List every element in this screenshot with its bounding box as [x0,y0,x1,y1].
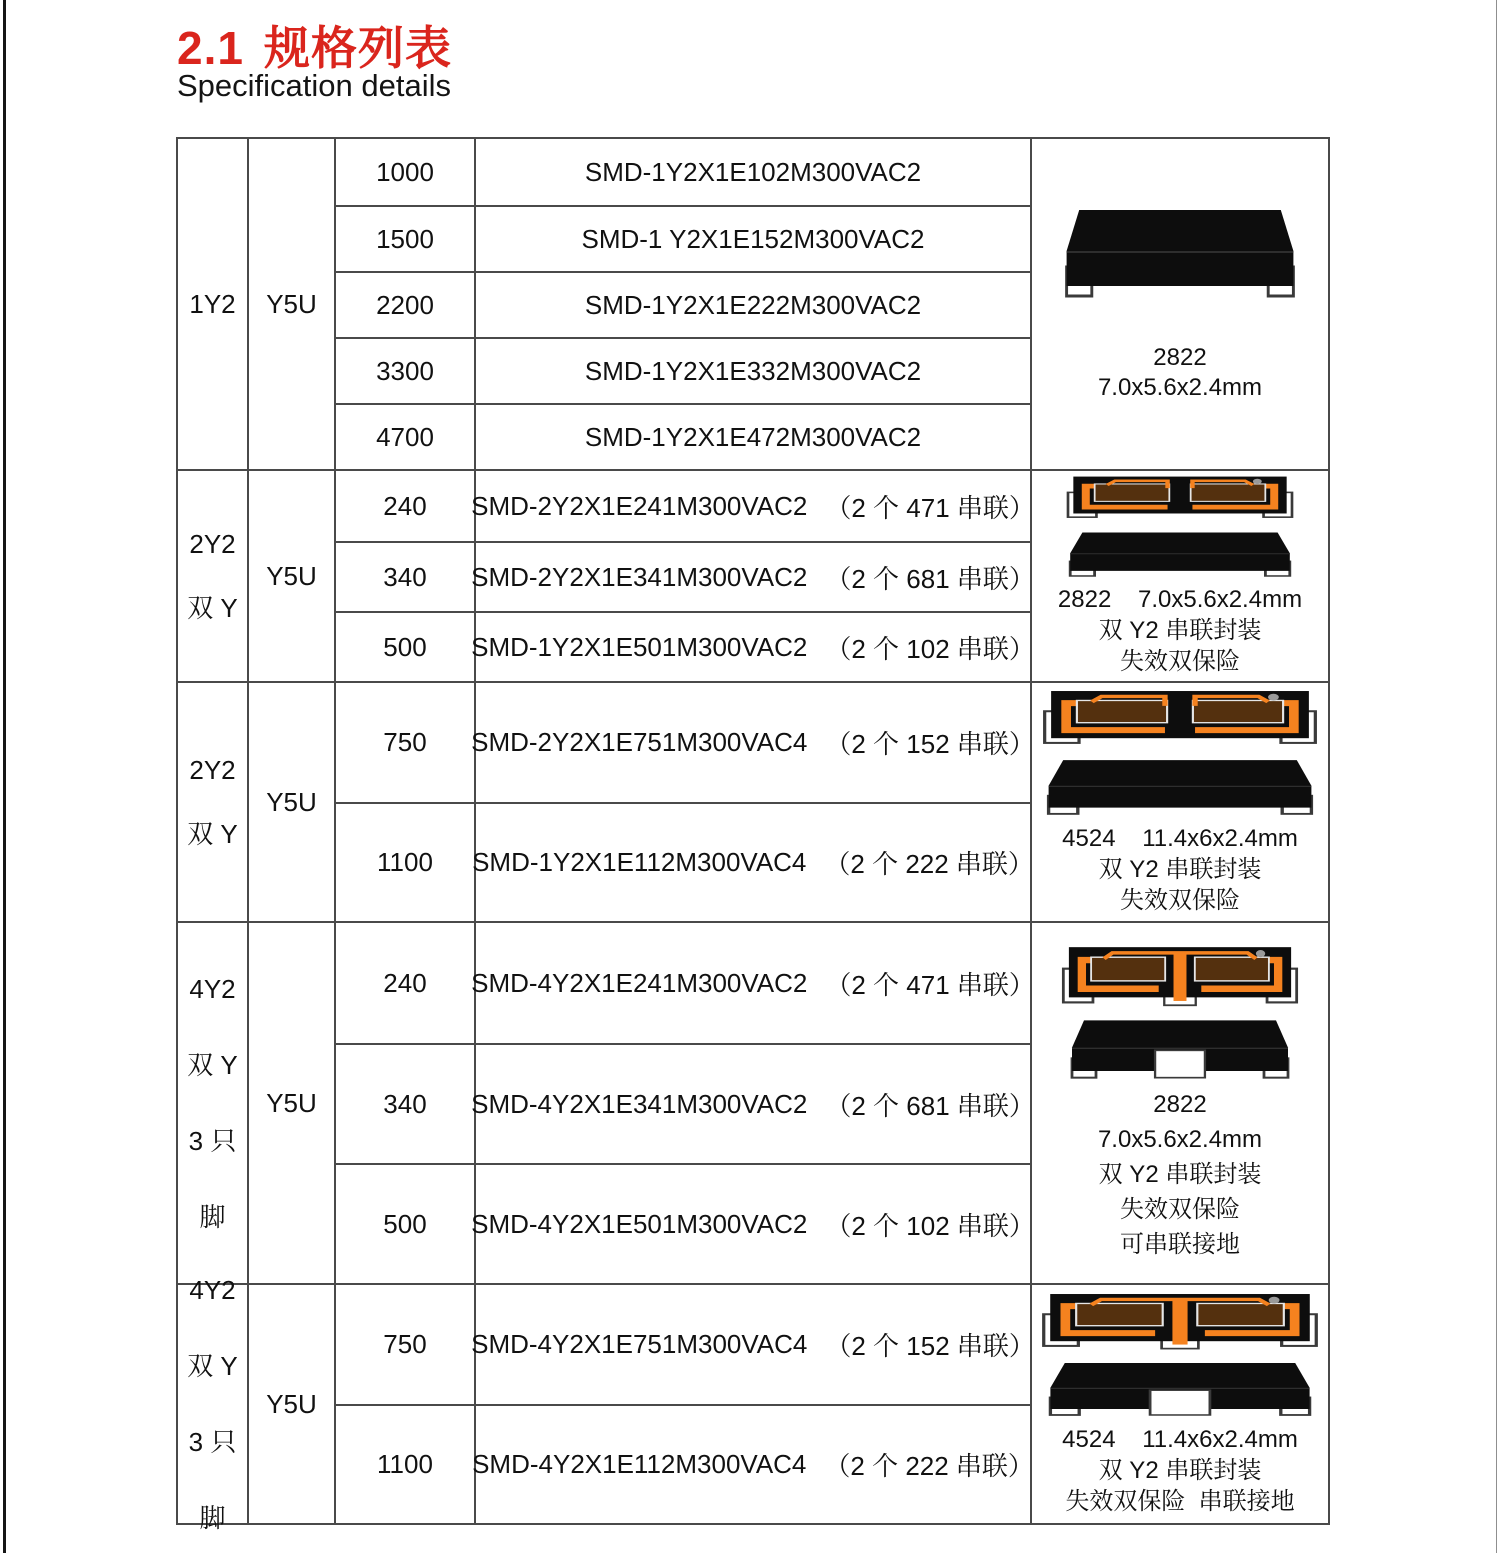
capacitance-cell: 500 [334,611,474,681]
package-labels [1058,584,1302,677]
part-number-cell [471,541,1035,611]
part-number: SMD-4Y2X1E751M300VAC4 [471,1329,808,1359]
page-subtitle: Specification details [177,68,451,103]
capacitance-cell: 750 [334,1285,474,1404]
type-line: 2Y2 [189,755,236,785]
type-cell [178,683,247,921]
package-side-view-image [1054,205,1306,301]
package-cross-section-image [1035,689,1325,751]
capacitance-cell: 4700 [334,403,474,469]
part-number-cell [471,923,1035,1043]
package-side-view-image [1058,530,1302,579]
capacitance-cell: 240 [334,923,474,1043]
package-cell [1030,1285,1328,1523]
section-number: 2.1 [177,22,244,74]
package-cross-section-image [1055,945,1305,1011]
part-number-cell [471,1043,1035,1163]
package-desc: 双 Y2 串联封装 [1098,1160,1262,1188]
capacitance-cell: 3300 [334,337,474,403]
part-number: SMD-1Y2X1E222M300VAC2 [584,289,922,320]
capacitance-cell: 1500 [334,205,474,271]
package-desc: 双 Y2 串联封装 [1098,1456,1262,1484]
part-number: SMD-1Y2X1E472M300VAC2 [584,421,922,452]
capacitance-cell: 500 [334,1163,474,1283]
capacitance-cell: 750 [334,683,474,802]
part-number-cell [471,471,1035,541]
type-line: 4Y2 [189,1275,236,1305]
spec-section-3 [178,681,1328,921]
package-cell [1030,683,1328,921]
part-number-cell [472,802,1034,921]
package-side-view-image [1034,757,1326,817]
package-cell [1030,471,1328,681]
type-line: 2Y2 [189,529,236,559]
type-cell [178,923,247,1283]
package-cell [1030,923,1328,1283]
part-number-cell [471,611,1035,681]
package-labels [1062,823,1298,916]
capacitance-cell: 1100 [334,1404,474,1523]
spec-section-4 [178,921,1328,1283]
part-number-cell [474,139,1030,205]
package-side-view-image [1060,1017,1300,1081]
type-line: 双 Y [187,593,238,623]
type-cell [178,139,247,469]
page-border-right [1496,0,1497,1553]
part-number-cell [474,271,1030,337]
spec-section-2 [178,469,1328,681]
part-number: SMD-1 Y2X1E152M300VAC2 [581,223,925,254]
part-number: SMD-4Y2X1E341M300VAC2 [471,1088,808,1119]
series-note: （2 个 152 串联） [825,1331,1035,1361]
package-labels [1062,1424,1298,1517]
title-text: 规格列表 [263,22,452,74]
package-code-size: 4524 11.4x6x2.4mm [1062,824,1298,852]
part-number-cell [474,337,1030,403]
part-number-cell [474,403,1030,469]
type-line: 双 Y [187,1050,238,1080]
capacitance-cell: 340 [334,541,474,611]
package-desc: 可串联接地 [1119,1230,1240,1258]
part-number-cell [471,683,1035,802]
dielectric-cell: Y5U [247,923,334,1283]
package-desc: 双 Y2 串联封装 [1098,617,1262,644]
package-code-size: 2822 7.0x5.6x2.4mm [1057,586,1303,613]
package-desc: 失效双保险 串联接地 [1065,1487,1295,1515]
package-desc: 失效双保险 [1119,648,1240,675]
series-note: （2 个 222 串联） [824,1451,1034,1481]
package-size: 7.0x5.6x2.4mm [1097,374,1263,401]
part-number: SMD-1Y2X1E501M300VAC2 [471,631,808,662]
dielectric-cell: Y5U [247,683,334,921]
series-note: （2 个 102 串联） [825,633,1035,664]
series-note: （2 个 471 串联） [825,492,1035,523]
package-cross-section-image [1060,475,1300,524]
part-number: SMD-2Y2X1E751M300VAC4 [471,727,808,757]
part-number: SMD-4Y2X1E112M300VAC4 [472,1449,807,1479]
part-number-cell [472,1404,1034,1523]
package-code-size: 4524 11.4x6x2.4mm [1062,1425,1298,1453]
type-cell [178,471,247,681]
dielectric-cell: Y5U [247,471,334,681]
page-border-left [3,0,6,1553]
package-desc: 失效双保险 [1119,1195,1240,1223]
package-side-view-image [1036,1360,1324,1418]
part-number-cell [474,205,1030,271]
series-note: （2 个 681 串联） [825,1090,1035,1121]
part-number: SMD-4Y2X1E501M300VAC2 [471,1208,808,1239]
package-labels [1098,1087,1262,1262]
part-number: SMD-1Y2X1E102M300VAC2 [584,156,922,187]
type-line: 3 只 [188,1427,237,1457]
package-labels [1098,343,1262,403]
spec-section-5 [178,1275,1328,1533]
part-number-cell [471,1285,1035,1404]
series-note: （2 个 152 串联） [825,729,1035,759]
package-code: 2822 [1153,344,1207,371]
package-cross-section-image [1034,1292,1326,1354]
series-note: （2 个 222 串联） [824,849,1034,879]
capacitance-cell: 340 [334,1043,474,1163]
dielectric-cell: Y5U [247,139,334,469]
spec-table [176,137,1330,1533]
part-number: SMD-1Y2X1E112M300VAC4 [472,847,807,877]
package-code: 2822 [1153,1090,1207,1118]
series-note: （2 个 681 串联） [825,563,1035,594]
part-number: SMD-1Y2X1E332M300VAC2 [584,355,922,386]
series-note: （2 个 102 串联） [825,1210,1035,1241]
type-line: 双 Y [187,819,238,849]
spec-section-1 [178,139,1328,469]
package-desc: 失效双保险 [1120,886,1240,914]
package-cell [1030,139,1328,469]
package-size: 7.0x5.6x2.4mm [1097,1125,1263,1153]
part-number-cell [471,1163,1035,1283]
capacitance-cell: 2200 [334,271,474,337]
part-number: SMD-4Y2X1E241M300VAC2 [471,967,808,998]
dielectric-cell: Y5U [247,1285,334,1523]
type-line: 脚 [199,1202,226,1232]
capacitance-cell: 1000 [334,139,474,205]
type-line: 4Y2 [189,974,236,1004]
series-note: （2 个 471 串联） [825,969,1035,1000]
type-cell [178,1275,247,1533]
type-line: 脚 [199,1503,226,1533]
package-desc: 双 Y2 串联封装 [1098,855,1262,883]
type-line: 双 Y [187,1351,238,1381]
part-number: SMD-2Y2X1E341M300VAC2 [471,561,808,592]
type-line: 1Y2 [189,289,236,319]
capacitance-cell: 1100 [334,802,474,921]
capacitance-cell: 240 [334,471,474,541]
part-number: SMD-2Y2X1E241M300VAC2 [471,490,808,521]
type-line: 3 只 [188,1126,237,1156]
